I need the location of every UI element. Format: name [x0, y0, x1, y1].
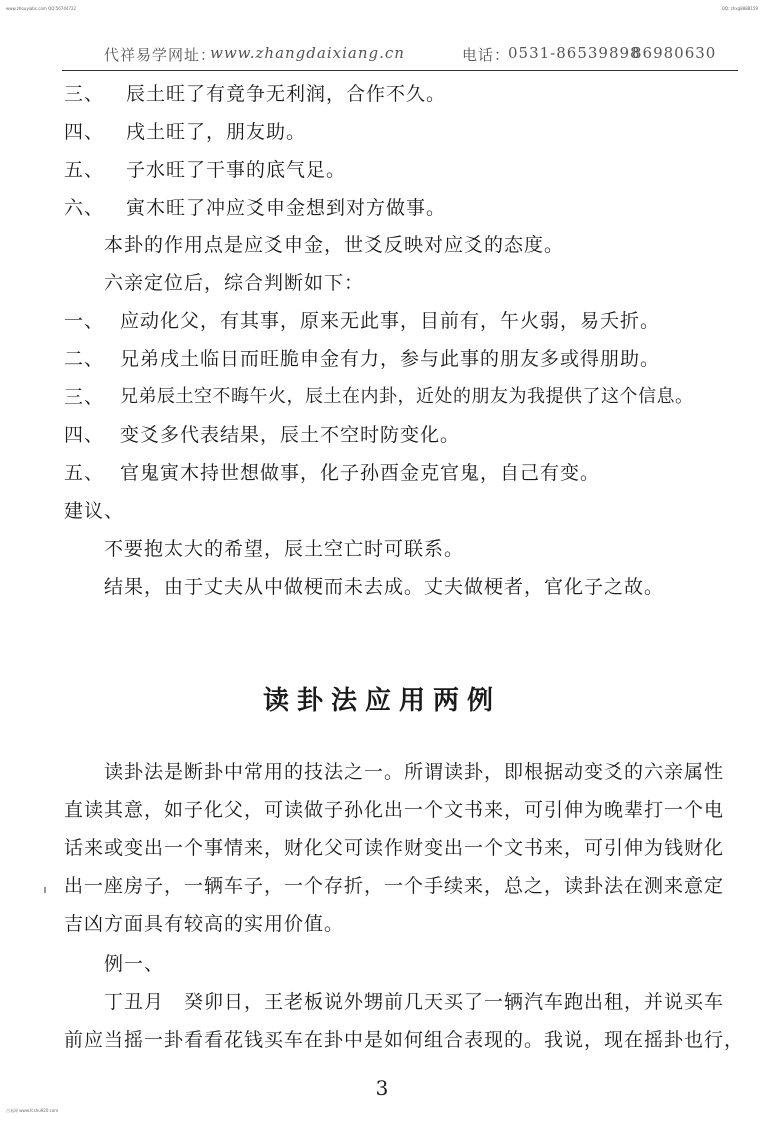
- list-item-number: 六、: [64, 197, 105, 219]
- list-item-number: 一、: [64, 310, 105, 332]
- phone-number-2: 86980630: [632, 44, 717, 62]
- list-item-text: 戌土旺了，朋友助。: [126, 121, 307, 143]
- list-item-text: 应动化父，有其事，原来无此事，目前有，午火弱，易夭折。: [120, 310, 661, 332]
- page-header: [0, 44, 764, 66]
- list-item-number: 五、: [64, 462, 105, 484]
- list-item-text: 变爻多代表结果，辰土不空时防变化。: [120, 424, 461, 446]
- list-item-number: 二、: [64, 348, 105, 370]
- list-item-text: 兄弟戌土临日而旺脆申金有力，参与此事的朋友多或得朋助。: [120, 348, 661, 370]
- list-item-text: 子水旺了干事的底气足。: [126, 159, 347, 181]
- site-label: 代祥易学网址：: [104, 46, 217, 64]
- example-line: 丁丑月 癸卯日，王老板说外甥前几天买了一辆汽车跑出租，并说买车: [104, 991, 725, 1013]
- result-text: 结果，由于丈夫从中做梗而未去成。丈夫做梗者，官化子之故。: [104, 576, 665, 598]
- scan-watermark-top-left: www.zhouyiabc.com QQ:56744722: [6, 6, 77, 11]
- intro-line: 话来或变出一个事情来，财化父可读作财变出一个文书来，可引伸为钱财化: [64, 837, 725, 859]
- list-item-number: 四、: [64, 121, 105, 143]
- intro-line: 直读其意，如子化父，可读做子孙化出一个文书来，可引伸为晚辈打一个电: [64, 799, 725, 821]
- section-title: 读卦法应用两例: [262, 686, 501, 716]
- scan-speck: [44, 887, 46, 893]
- intro-line: 出一座房子，一辆车子，一个存折，一个手续来，总之，读卦法在测来意定: [64, 875, 725, 897]
- list-item-number: 五、: [64, 159, 105, 181]
- header-divider: [62, 70, 738, 71]
- scan-watermark-top-right: QQ: zhxg8888159: [721, 6, 758, 11]
- scan-watermark-bottom-left: 古易网 www.fcshu920.com: [6, 1108, 59, 1113]
- advice-label: 建议、: [64, 500, 125, 522]
- list-item-text: 辰土旺了有竟争无利润，合作不久。: [126, 83, 447, 105]
- paragraph-focus: 本卦的作用点是应爻申金，世爻反映对应爻的态度。: [104, 234, 565, 256]
- example-line: 前应当摇一卦看看花钱买车在卦中是如何组合表现的。我说，现在摇卦也行，: [64, 1029, 745, 1051]
- page-number: 3: [375, 1076, 389, 1100]
- intro-line: 读卦法是断卦中常用的技法之一。所谓读卦，即根据动变爻的六亲属性: [104, 761, 725, 783]
- site-url: www.zhangdaixiang.cn: [210, 44, 405, 62]
- list-item-text: 官鬼寅木持世想做事，化子孙酉金克官鬼，自己有变。: [120, 462, 601, 484]
- list-item-text: 寅木旺了冲应爻申金想到对方做事。: [126, 197, 447, 219]
- phone-label: 电话：: [462, 46, 511, 64]
- advice-text: 不要抱太大的希望，辰土空亡时可联系。: [104, 538, 465, 560]
- intro-line: 吉凶方面具有较高的实用价值。: [64, 913, 345, 935]
- list-item-number: 四、: [64, 424, 105, 446]
- paragraph-summary-intro: 六亲定位后，综合判断如下：: [104, 272, 365, 294]
- list-item-text: 兄弟辰土空不晦午火，辰土在内卦，近处的朋友为我提供了这个信息。: [120, 386, 694, 407]
- example-label: 例一、: [104, 953, 165, 975]
- list-item-number: 三、: [64, 386, 105, 408]
- list-item-number: 三、: [64, 83, 105, 105]
- phone-number-1: 0531-86539898: [508, 44, 641, 62]
